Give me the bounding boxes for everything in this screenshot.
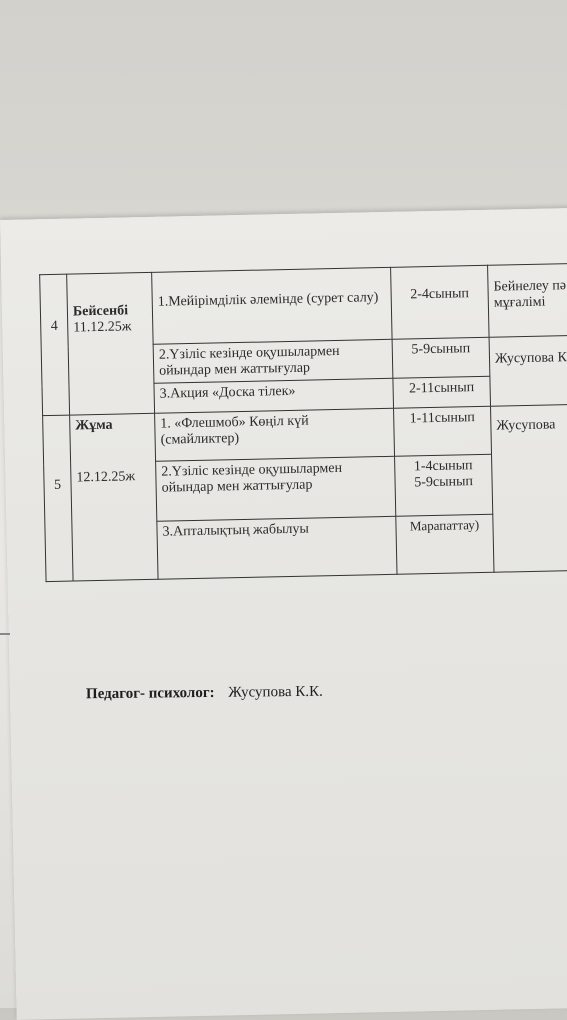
activity-cell: 1. «Флешмоб» Көңіл күй (смайликтер) xyxy=(155,408,395,461)
class-cell: 5-9сынып xyxy=(392,337,490,378)
row-number: 4 xyxy=(40,274,70,416)
activity-cell: 3.Апталықтың жабылуы xyxy=(157,516,397,579)
day-date: 12.12.25ж xyxy=(76,469,136,486)
teacher-cell: Жусупова xyxy=(491,404,567,572)
margin-mark xyxy=(0,633,10,635)
signature-line xyxy=(86,684,323,703)
activity-cell: 3.Акция «Доска тілек» xyxy=(154,378,394,413)
class-cell: 2-4сынып xyxy=(391,265,489,339)
class-cell: 2-11сынып xyxy=(393,376,491,408)
teacher-cell: Бейнелеу пә мұғалімі xyxy=(488,263,567,337)
day-date: 11.12.25ж xyxy=(73,319,132,336)
activity-cell: 2.Үзіліс кезінде оқушылармен ойындар мен жаттығулар xyxy=(153,339,393,383)
document-sheet xyxy=(0,207,567,1019)
class-cell: Марапаттау) xyxy=(396,514,494,574)
activity-cell: 1.Мейірімділік әлемінде (сурет салу) xyxy=(152,267,392,344)
table-row xyxy=(40,263,567,347)
day-name: Жұма xyxy=(75,417,113,434)
background-surface xyxy=(0,0,567,228)
teacher-cell: Жусупова К xyxy=(489,335,567,406)
day-cell xyxy=(67,272,155,415)
row-number: 5 xyxy=(43,415,73,582)
day-cell xyxy=(70,413,158,581)
signature-label: Педагог- психолог: xyxy=(85,684,215,703)
signature-name: Жусупова К.К. xyxy=(228,683,323,701)
schedule-table xyxy=(39,263,567,583)
activity-cell: 2.Үзіліс кезінде оқушылармен ойындар мен жаттығулар xyxy=(156,456,396,521)
class-cell: 1-4сынып 5-9сынып xyxy=(395,454,493,516)
class-cell: 1-11сынып xyxy=(394,406,492,456)
day-name: Бейсенбі xyxy=(72,303,129,320)
